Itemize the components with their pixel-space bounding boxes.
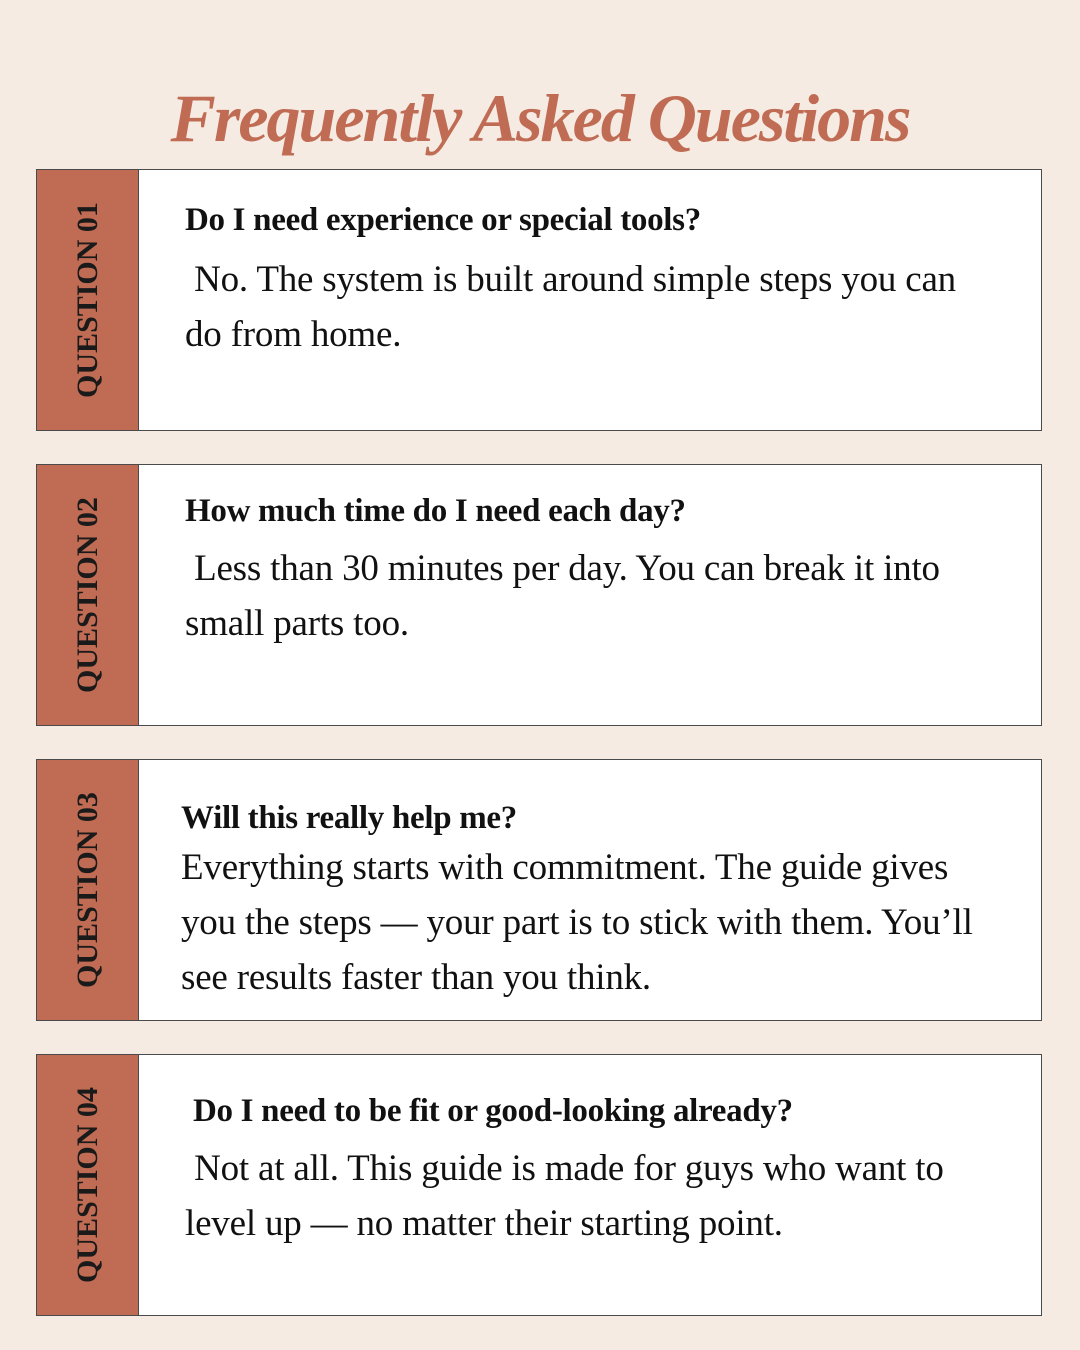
question-tab-1 <box>37 170 139 430</box>
faq-card-2 <box>36 464 1042 726</box>
faq-question: How much time do I need each day? <box>185 493 686 529</box>
question-tab-3 <box>37 760 139 1020</box>
faq-answer: Not at all. This guide is made for guys who want to level up — no matter their starting point. <box>185 1148 953 1244</box>
faq-content-3 <box>181 760 1001 1005</box>
question-tab-label: QUESTION 04 <box>71 1087 104 1283</box>
page-title: Frequently Asked Questions <box>170 79 910 156</box>
faq-card-4 <box>36 1054 1042 1316</box>
faq-answer: Less than 30 minutes per day. You can break it into small parts too. <box>185 548 949 644</box>
faq-question: Do I need to be fit or good-looking already? <box>193 1093 793 1129</box>
faq-content-4 <box>185 1055 1001 1251</box>
question-tab-label: QUESTION 01 <box>71 202 104 398</box>
faq-content-1 <box>185 170 1001 362</box>
faq-card-1 <box>36 169 1042 431</box>
question-tab-2 <box>37 465 139 725</box>
question-tab-label: QUESTION 02 <box>71 497 104 693</box>
faq-content-2 <box>185 465 1001 651</box>
faq-question: Will this really help me? <box>181 800 517 836</box>
faq-question: Do I need experience or special tools? <box>185 202 701 238</box>
faq-card-3 <box>36 759 1042 1021</box>
question-tab-4 <box>37 1055 139 1315</box>
faq-answer: No. The system is built around simple steps you can do from home. <box>185 259 966 355</box>
faq-answer: Everything starts with commitment. The guide gives you the steps — your part is to stick with them. You’ll see results faster than you think. <box>181 847 982 998</box>
question-tab-label: QUESTION 03 <box>71 792 104 988</box>
